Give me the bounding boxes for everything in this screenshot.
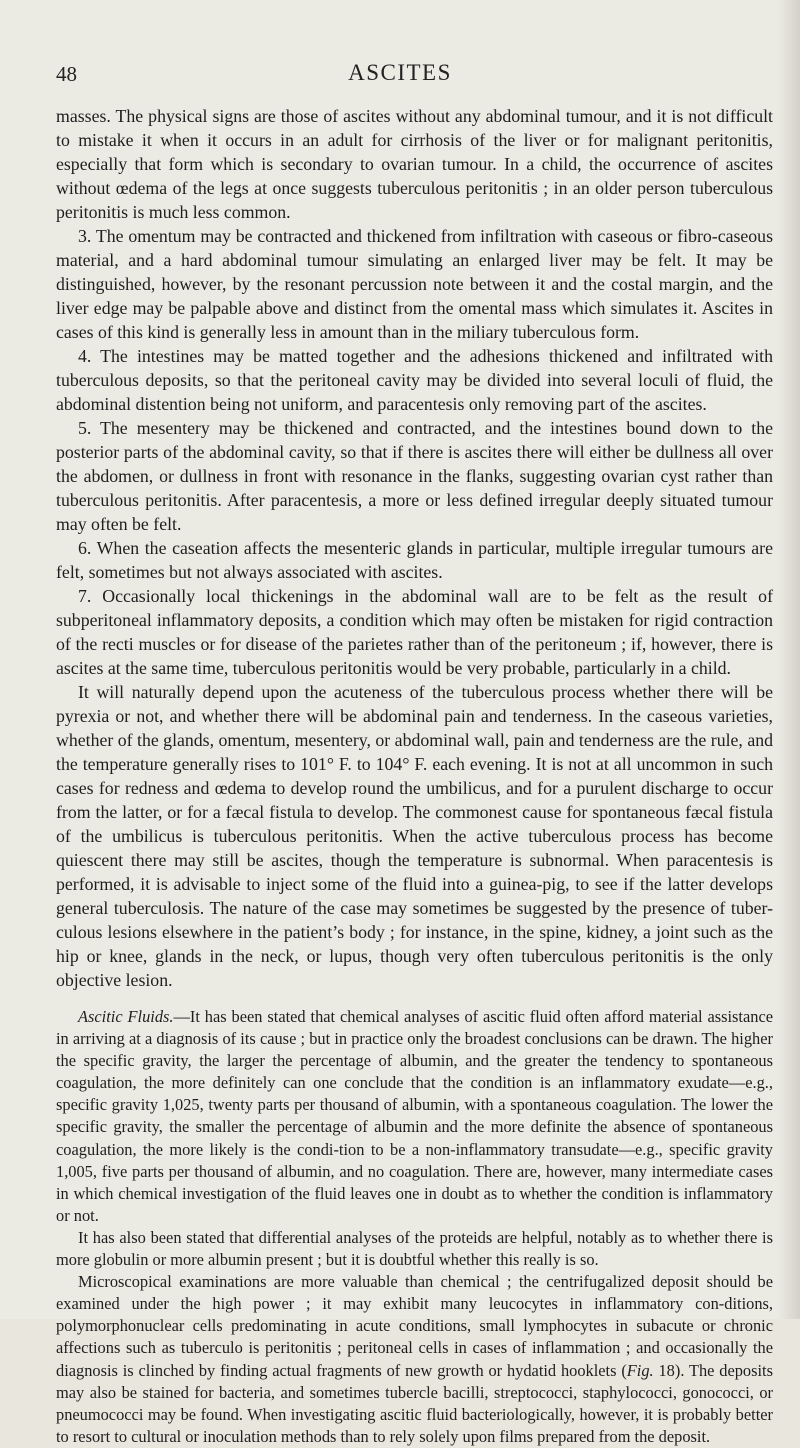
paragraph-microscopical	[56, 1271, 773, 1448]
paragraph-pyrexia: It will naturally depend upon the acuteness of the tuberculous process whether there will be pyrexia or not, and whether there will be abdominal pain and tenderness. In the caseous varieties, whether of the glands, omentum, mesentery, or abdominal wall, pain and tenderness are the rule, and the temperature generally rises to 101° F. to 104° F. each evening. It is not at all uncommon in such cases for redness and œdema to develop round the umbilicus, and for a purulent discharge to occur from the latter, or for a fæcal fistula to develop. The commonest cause for spontaneous fæcal fistula of the umbilicus is tuberculous peritonitis. When the active tuberculous process has become quiescent there may still be ascites, though the temperature is subnormal. When paracentesis is performed, it is advisable to inject some of the fluid into a guinea-pig, to see if the latter develops general tuberculosis. The nature of the case may sometimes be suggested by the presence of tuber-culous lesions elsewhere in the patient’s body ; for instance, in the spine, kidney, a joint such as the hip or knee, glands in the neck, or lupus, though very often tuberculous peritonitis is the only objective lesion.	[56, 682, 773, 990]
paragraph-item-3: 3. The omentum may be contracted and thickened from infiltration with caseous or fibro-caseous material, and a hard abdominal tumour simulating an enlarged liver may be felt. It may be distinguished, however, by the resonant percussion note between it and the costal margin, and the liver edge may be palpable above and distinct from the omental mass which simulates it. Ascites in cases of this kind is generally less in amount than in the miliary tuberculous form.	[56, 226, 773, 342]
paragraph-text: Microscopical examinations are more valuable than chemical ; the centrifugalized deposit should be examined under the high power ; it may exhibit many leucocytes in inflammatory con-ditions, polymorphonuclear cells predominating in acute conditions, small lymphocytes in subacute or chronic affections such as tuberculo is peritonitis ; peritoneal cells in cases of inflammation ; and occasionally the diagnosis is clinched by finding actual fragments of new growth or hydatid hooklets (	[56, 1272, 773, 1380]
page-header	[0, 62, 800, 96]
paragraph-proteids: It has also been stated that differential analyses of the proteids are helpful, notably as to whether there is more globulin or more albumin present ; but it is doubtful whether this really is so.	[56, 1227, 773, 1270]
section-heading: Ascitic Fluids.	[78, 1007, 174, 1026]
running-head: ASCITES	[348, 60, 452, 85]
paragraph-ascitic-fluids	[56, 1006, 773, 1227]
page-edge-shadow	[778, 0, 800, 1319]
paragraph-item-5: 5. The mesentery may be thickened and contracted, and the intestines bound down to the posterior parts of the abdominal cavity, so that if there is ascites there will either be dullness all over the abdomen, or dullness in front with resonance in the flanks, suggesting ovarian cyst rather than tuberculous peritonitis. After paracentesis, a more or less defined irregular deeply situated tumour may often be felt.	[56, 418, 773, 534]
body-text	[56, 104, 773, 1448]
numbered-forms-section	[56, 104, 773, 992]
page-number: 48	[56, 62, 77, 86]
paragraph-text: —It has been stated that chemical analyses of ascitic fluid often afford material assistance in arriving at a diagnosis of its cause ; but in practice only the broadest conclusions can be drawn. The higher the specific gravity, the larger the percentage of albumin, and the greater the tendency to spontaneous coagulation, the more definitely can one conclude that the condition is an inflammatory exudate—e.g., specific gravity 1,025, twenty parts per thousand of albumin, with a spontaneous coagulation. The lower the specific gravity, the smaller the percentage of albumin and the more definite the absence of spontaneous coagulation, the more likely is the condi-tion to be a non-inflammatory transudate—e.g., specific gravity 1,005, five parts per thousand of albumin, and no coagulation. There are, however, many intermediate cases in which chemical investigation of the fluid leaves one in doubt as to whether the condition is inflammatory or not.	[56, 1007, 773, 1225]
paragraph-item-7: 7. Occasionally local thickenings in the abdominal wall are to be felt as the result of subperitoneal inflammatory deposits, a condition which may often be mistaken for rigid contraction of the recti muscles or for disease of the parietes rather than of the peritoneum ; if, however, there is ascites at the same time, tuberculous peritonitis would be very probable, particularly in a child.	[56, 586, 773, 678]
paragraph-item-4: 4. The intestines may be matted together and the adhesions thickened and infiltrated with tuberculous deposits, so that the peritoneal cavity may be divided into several loculi of fluid, the abdominal distention being not uniform, and paracentesis only removing part of the ascites.	[56, 346, 773, 414]
paragraph-text: 18). The deposits may also be stained for bacteria, and sometimes tubercle bacilli, streptococci, staphylococci, gonococci, or pneumococci may be found. When investigating ascitic fluid bacteriologically, however, it is probably better to resort to cultural or inoculation methods than to rely solely upon films prepared from the deposit.	[56, 1360, 773, 1446]
ascitic-fluids-section	[56, 1006, 773, 1448]
paragraph-item-6: 6. When the caseation affects the mesenteric glands in particular, multiple irregular tumours are felt, sometimes but not always associated with ascites.	[56, 538, 773, 582]
figure-reference: Fig.	[626, 1360, 654, 1380]
paragraph-continuation: masses. The physical signs are those of ascites without any abdominal tumour, and it is not difficult to mistake it when it occurs in an adult for cirrhosis of the liver or for malignant peritonitis, especially that form which is secondary to ovarian tumour. In a child, the occurrence of ascites without œdema of the legs at once suggests tuberculous peritonitis ; in an older person tuberculous peritonitis is much less common.	[56, 106, 773, 222]
